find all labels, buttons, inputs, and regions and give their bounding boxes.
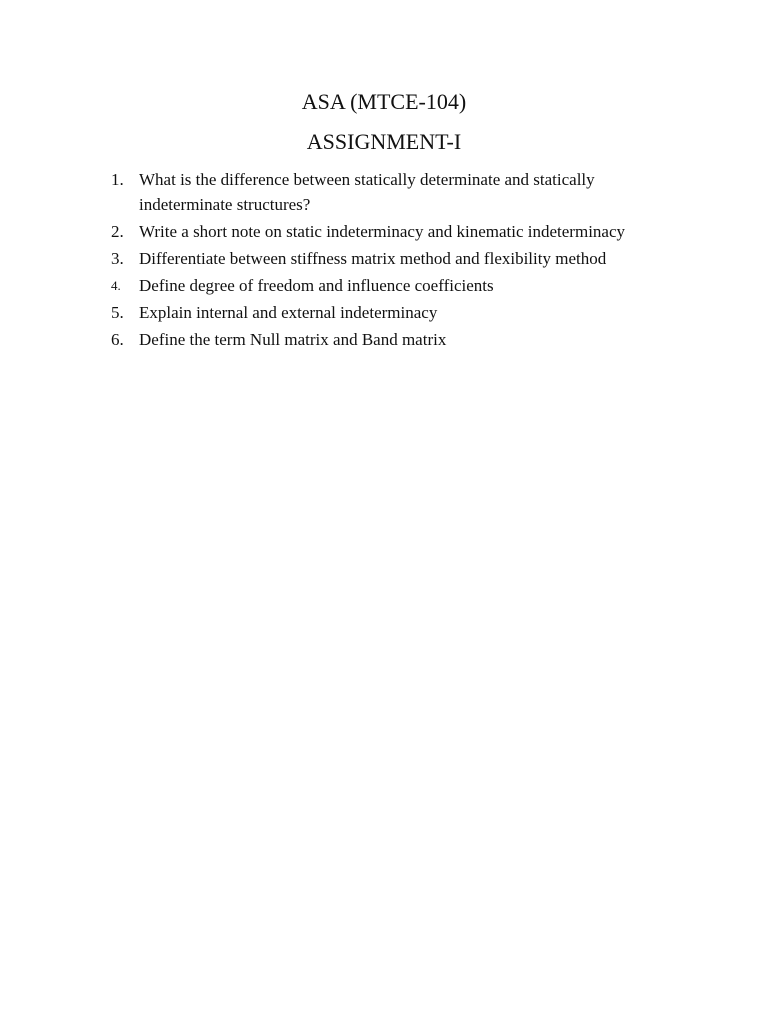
question-item <box>111 327 671 352</box>
question-list <box>111 167 671 354</box>
course-title: ASA (MTCE-104) <box>301 89 467 114</box>
question-item <box>111 167 671 217</box>
question-text: Write a short note on static indeterminacy and kinematic indeterminacy <box>139 222 626 241</box>
question-number: 4. <box>111 278 121 293</box>
question-text: Differentiate between stiffness matrix method and flexibility method <box>139 249 607 268</box>
question-text: Define the term Null matrix and Band matrix <box>139 330 447 349</box>
question-number: 5. <box>111 303 124 322</box>
question-text: Define degree of freedom and influence coefficients <box>139 276 494 295</box>
question-item <box>111 219 671 244</box>
question-number: 3. <box>111 249 124 268</box>
question-text: Explain internal and external indeterminacy <box>139 303 438 322</box>
question-item <box>111 300 671 325</box>
question-text: What is the difference between statically determinate and statically indeterminate structures? <box>139 170 595 214</box>
assignment-title: ASSIGNMENT-I <box>306 129 462 154</box>
question-item <box>111 246 671 271</box>
question-number: 2. <box>111 222 124 241</box>
question-number: 6. <box>111 330 124 349</box>
question-item <box>111 273 671 298</box>
question-number: 1. <box>111 170 124 189</box>
